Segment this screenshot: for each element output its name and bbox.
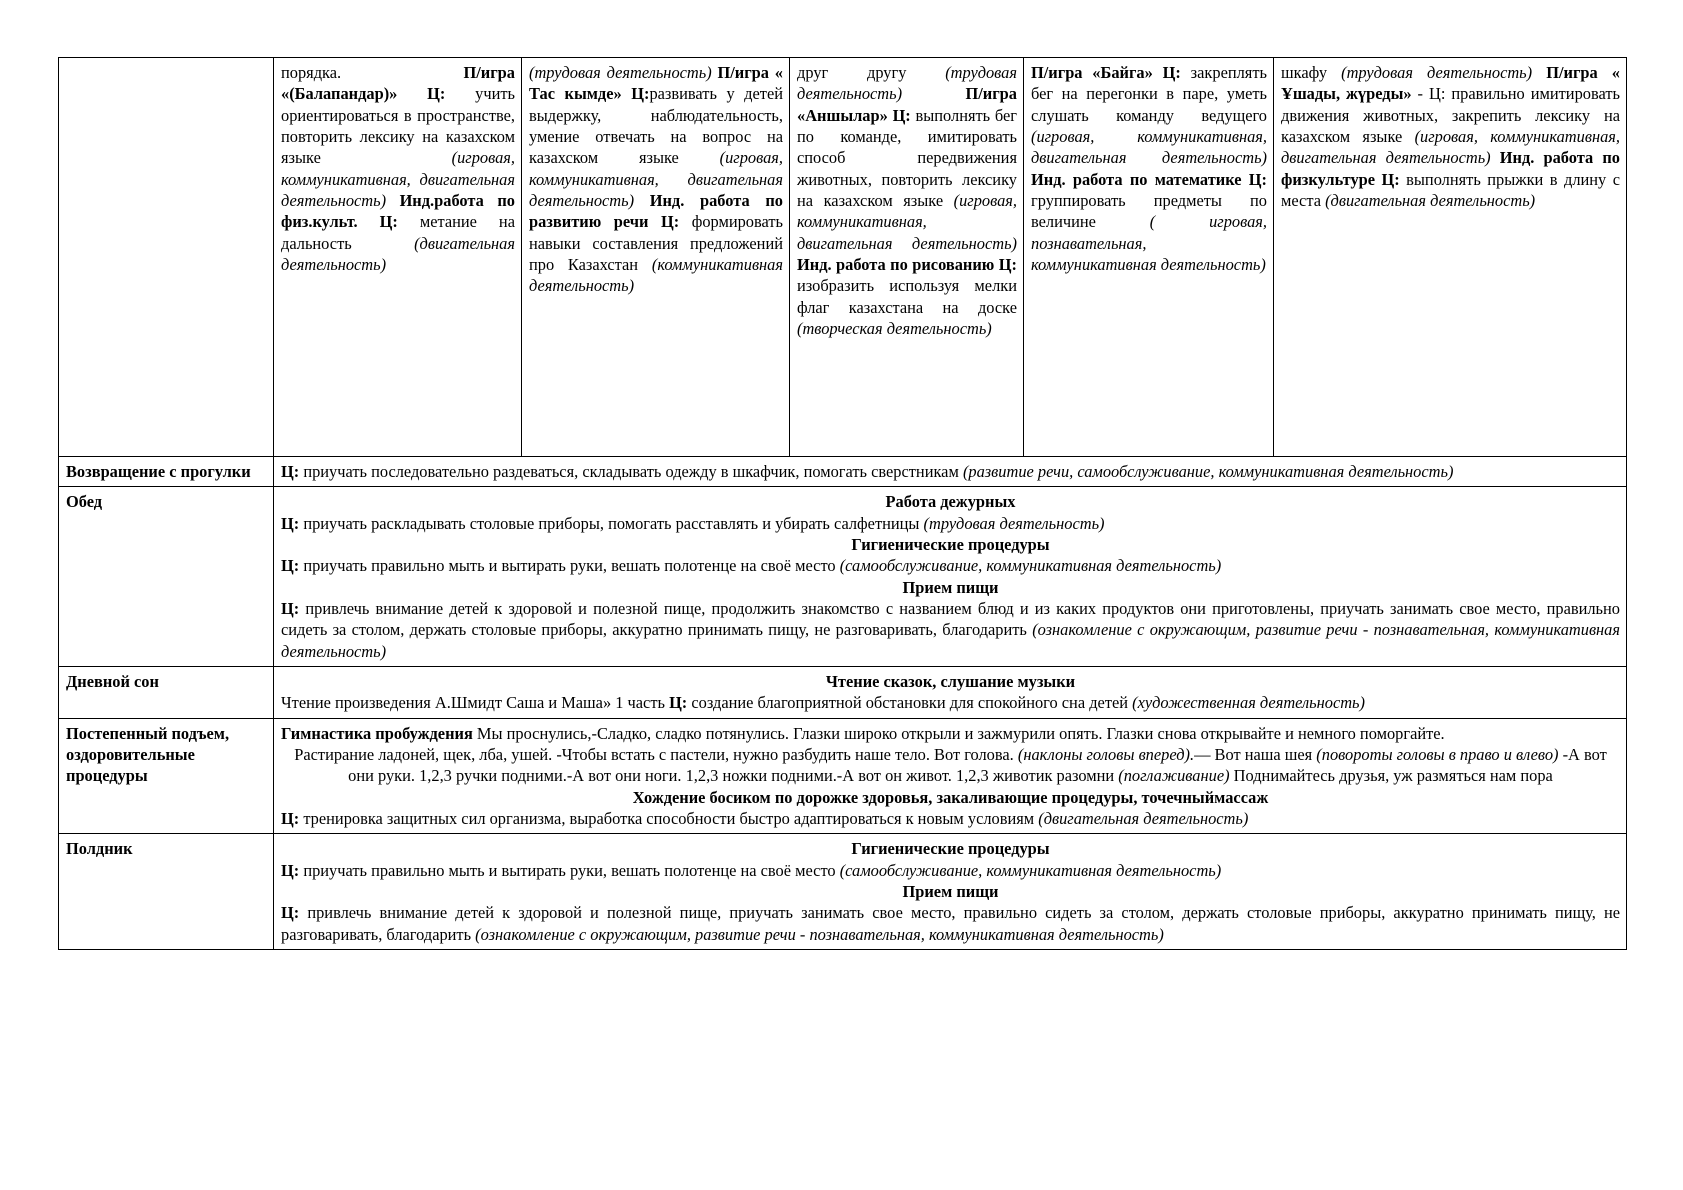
- lead-text: Растирание ладоней, щек, лба, ушей. -Чтобы встать с пастели, нужно разбудить наше тело. Вот голова.: [294, 744, 1018, 764]
- activity-text: П/игра «(Балапандар)»: [281, 63, 515, 104]
- row-content-vozvrashchenie: [274, 457, 1627, 487]
- goal-marker: Ц:: [669, 693, 688, 713]
- table-row-dnevnoy-son: [59, 666, 1627, 718]
- activity-text: Ц:: [998, 254, 1017, 274]
- activity-goal-text: развивать у детей выдержку, наблюдательность, умение отвечать на вопрос на казахском языке: [529, 84, 783, 168]
- activity-text: (коммуникативная деятельность): [529, 254, 783, 296]
- section-heading: [281, 838, 1620, 859]
- goal-marker: Ц:: [281, 860, 300, 880]
- row-body-0: [281, 461, 1620, 482]
- section-paragraph: [281, 723, 1620, 744]
- activity-goal-text: - Ц: правильно имитировать движения животных, закрепить лексику на казахском языке: [1281, 84, 1620, 146]
- activity-type-note: (художественная деятельность): [1132, 693, 1365, 713]
- activity-text: Инд.работа по физ.культ.: [281, 190, 515, 232]
- activity-type-note: (ознакомление с окружающим, развитие речи - познавательная, коммуникативная деятельность): [281, 620, 1620, 661]
- activity-paragraph: [797, 62, 1017, 339]
- section-heading: [281, 881, 1620, 902]
- activity-text: П/игра «Аншылар»: [797, 84, 1017, 125]
- section-paragraph: [281, 808, 1620, 829]
- table-body: [59, 58, 1627, 950]
- row-content-postepennyy-podem: [274, 718, 1627, 834]
- goal-text: привлечь внимание детей к здоровой и полезной пище, приучать занимать свое место, правильно сидеть за столом, держать столовые приборы, аккуратно принимать пищу, не разговаривать, благодарить: [281, 903, 1620, 944]
- row-label-obed: Обед: [59, 487, 274, 667]
- heading-text: Гигиенические процедуры: [851, 839, 1050, 859]
- table-row-postepennyy-podem: [59, 718, 1627, 834]
- activity-text: Ц:: [1162, 63, 1181, 82]
- activity-paragraph: [1031, 62, 1267, 275]
- activity-text: П/игра « Ұшады, жүреды»: [1281, 63, 1620, 104]
- row-body-4: [281, 838, 1620, 945]
- row-content-dnevnoy-son: [274, 666, 1627, 718]
- movement-note: (наклоны головы вперед).: [1017, 744, 1195, 764]
- movement-note: (повороты головы в право и влево): [1316, 744, 1559, 764]
- walk-cell-2: [522, 58, 790, 457]
- daily-routine-table: [58, 57, 1627, 950]
- goal-marker: Ц:: [281, 598, 300, 618]
- activity-goal-text: закреплять бег на перегонки в паре, уметь слушать команду ведущего: [1031, 63, 1267, 125]
- activity-text: Ц:: [892, 105, 911, 125]
- activity-text: (двигательная деятельность): [281, 233, 515, 274]
- section-paragraph: [281, 860, 1620, 881]
- goal-text: тренировка защитных сил организма, выработка способности быстро адаптироваться к новым условиям: [299, 808, 1039, 828]
- activity-text: П/игра «Байга»: [1031, 63, 1153, 82]
- activity-type-note: (самообслуживание, коммуникативная деятельность): [839, 556, 1222, 576]
- activity-goal-text: учить ориентироваться в пространстве, повторить лексику на казахском языке: [281, 84, 515, 168]
- heading-text: Гигиенические процедуры: [851, 534, 1050, 554]
- lead-text: Чтение произведения А.Шмидт Саша и Маша» 1 часть: [281, 693, 670, 713]
- activity-type-note: (самообслуживание, коммуникативная деятельность): [839, 860, 1222, 880]
- row-label-empty: [59, 58, 274, 457]
- activity-goal-text: формировать навыки составления предложений про Казахстан: [529, 212, 784, 274]
- heading-text: Чтение сказок, слушание музыки: [825, 671, 1076, 691]
- walk-cell-4-body: [1031, 62, 1267, 275]
- table-row-poldnik: [59, 834, 1627, 950]
- goal-marker: Ц:: [281, 903, 300, 923]
- section-paragraph: [281, 744, 1620, 787]
- activity-text: (игровая, коммуникативная, двигательная деятельность): [529, 148, 783, 210]
- section-heading: [281, 671, 1620, 692]
- activity-type-note: (ознакомление с окружающим, развитие речи - познавательная, коммуникативная деятельность): [475, 924, 1164, 944]
- activity-text: Ц:: [660, 212, 680, 232]
- activity-goal-text: метание на дальность: [281, 212, 515, 253]
- section-paragraph: [281, 461, 1620, 482]
- activity-type-note: (двигательная деятельность): [1038, 808, 1249, 828]
- activity-text: Инд. работа по физкультуре: [1281, 148, 1620, 189]
- row-label-postepennyy-podem: Постепенный подъем, оздоровительные процедуры: [59, 718, 274, 834]
- heading-text: Прием пищи: [902, 577, 999, 597]
- row-content-obed: [274, 487, 1627, 667]
- activity-text: Инд. работа по развитию речи: [529, 190, 783, 232]
- activity-paragraph: [529, 62, 783, 297]
- section-heading: [281, 787, 1620, 808]
- walk-cell-4: [1024, 58, 1274, 457]
- activity-text: Ц:: [427, 84, 446, 104]
- activity-paragraph: [281, 62, 515, 275]
- walk-cell-2-body: [529, 62, 783, 297]
- activity-text: ( игровая, познавательная, коммуникативная деятельность): [1031, 212, 1268, 274]
- walk-cell-3-body: [797, 62, 1017, 339]
- walk-cell-5-body: [1281, 62, 1620, 211]
- row-label-poldnik: Полдник: [59, 834, 274, 950]
- activity-text: (игровая, коммуникативная, двигательная деятельность): [1031, 126, 1267, 168]
- row-body-3: [281, 723, 1620, 830]
- walk-cell-3: [790, 58, 1024, 457]
- activity-goal-text: группировать предметы по величине: [1031, 190, 1267, 232]
- goal-marker: Ц:: [281, 513, 300, 533]
- heading-text: Хождение босиком по дорожке здоровья, закаливающие процедуры, точечныймассаж: [632, 787, 1269, 807]
- activity-text: (игровая, коммуникативная, двигательная деятельность): [1281, 126, 1621, 168]
- movement-note: (поглаживание): [1118, 766, 1230, 786]
- walk-cell-1-body: [281, 62, 515, 275]
- activity-text: (трудовая деятельность): [529, 63, 712, 82]
- activity-text: Инд. работа по математике: [1031, 169, 1242, 189]
- activity-text: шкафу: [1281, 63, 1328, 82]
- activity-text: Инд. работа по рисованию: [797, 254, 995, 274]
- goal-text: приучать последовательно раздеваться, складывать одежду в шкафчик, помогать сверстникам: [299, 462, 963, 481]
- goal-text: привлечь внимание детей к здоровой и полезной пище, продолжить знакомство с названием блюд и из каких продуктов они приготовлены, приучать занимать свое место, правильно сидеть за столом, держать столовые приборы, аккуратно принимать пищу, не разговаривать, благодарить: [281, 598, 1620, 640]
- activity-text: Ц:: [379, 212, 398, 232]
- section-heading: [281, 534, 1620, 555]
- heading-text: Работа дежурных: [885, 492, 1016, 512]
- routine-text: Поднимайтесь друзья, уж размяться нам пора: [1229, 766, 1553, 786]
- goal-text: приучать правильно мыть и вытирать руки, вешать полотенце на своё место: [299, 556, 840, 576]
- routine-text: -А вот они руки. 1,2,3 ручки подними.-А вот они ноги. 1,2,3 ножки подними.-А вот он живот. 1,2,3 животик разомни: [348, 744, 1607, 786]
- goal-marker: Ц:: [281, 556, 300, 576]
- activity-text: П/игра « Тас кымде»: [529, 63, 783, 104]
- section-paragraph: [281, 513, 1620, 534]
- goal-text: создание благоприятной обстановки для спокойного сна детей: [687, 693, 1133, 713]
- routine-text: — Вот наша шея: [1194, 744, 1317, 764]
- activity-text: (игровая, коммуникативная, двигательная деятельность): [797, 190, 1017, 253]
- activity-text: (игровая, коммуникативная, двигательная деятельность): [281, 148, 515, 210]
- goal-text: приучать раскладывать столовые приборы, помогать расставлять и убирать салфетницы: [299, 513, 924, 533]
- activity-text: порядка.: [281, 63, 342, 82]
- section-heading: [281, 577, 1620, 598]
- activity-type-note: (развитие речи, самообслуживание, коммуникативная деятельность): [962, 462, 1454, 481]
- activity-text: Ц:: [1248, 169, 1267, 189]
- walk-cell-5: [1274, 58, 1627, 457]
- row-label-dnevnoy-son: Дневной сон: [59, 666, 274, 718]
- activity-text: (двигательная деятельность): [1325, 190, 1536, 210]
- section-paragraph: [281, 555, 1620, 576]
- row-body-2: [281, 671, 1620, 714]
- table-row-obed: [59, 487, 1627, 667]
- goal-marker: Ц:: [281, 462, 300, 481]
- table-row-walk-activities: [59, 58, 1627, 457]
- activity-goal-text: изобразить используя мелки флаг казахстана на доске: [797, 276, 1017, 317]
- heading-text: Прием пищи: [902, 881, 999, 901]
- activity-text: Ц:: [631, 84, 650, 104]
- row-content-poldnik: [274, 834, 1627, 950]
- activity-goal-text: выполнять прыжки в длину с места: [1281, 169, 1620, 210]
- activity-paragraph: [1281, 62, 1620, 211]
- goal-marker: Гимнастика пробуждения: [281, 723, 473, 743]
- walk-cell-1: [274, 58, 522, 457]
- section-heading: [281, 491, 1620, 512]
- activity-type-note: (трудовая деятельность): [923, 513, 1105, 533]
- activity-text: (трудовая деятельность): [1341, 63, 1533, 82]
- goal-text: Мы проснулись,-Сладко, сладко потянулись. Глазки широко открыли и зажмурили опять. Глазки снова открывайте и немного поморгайте.: [472, 723, 1445, 743]
- row-body-1: [281, 491, 1620, 662]
- activity-text: Ц:: [1381, 169, 1400, 189]
- section-paragraph: [281, 902, 1620, 945]
- activity-goal-text: выполнять бег по команде, имитировать способ передвижения животных, повторить лексику на казахском языке: [797, 105, 1017, 210]
- row-label-vozvrashchenie: Возвращение с прогулки: [59, 457, 274, 487]
- section-paragraph: [281, 692, 1620, 713]
- activity-text: друг другу: [797, 63, 946, 82]
- section-paragraph: [281, 598, 1620, 662]
- goal-text: приучать правильно мыть и вытирать руки, вешать полотенце на своё место: [299, 860, 840, 880]
- table-row-vozvrashchenie: [59, 457, 1627, 487]
- activity-type-note: (трудовая деятельность): [797, 63, 1017, 104]
- goal-marker: Ц:: [281, 808, 300, 828]
- activity-text: (творческая деятельность): [797, 318, 992, 338]
